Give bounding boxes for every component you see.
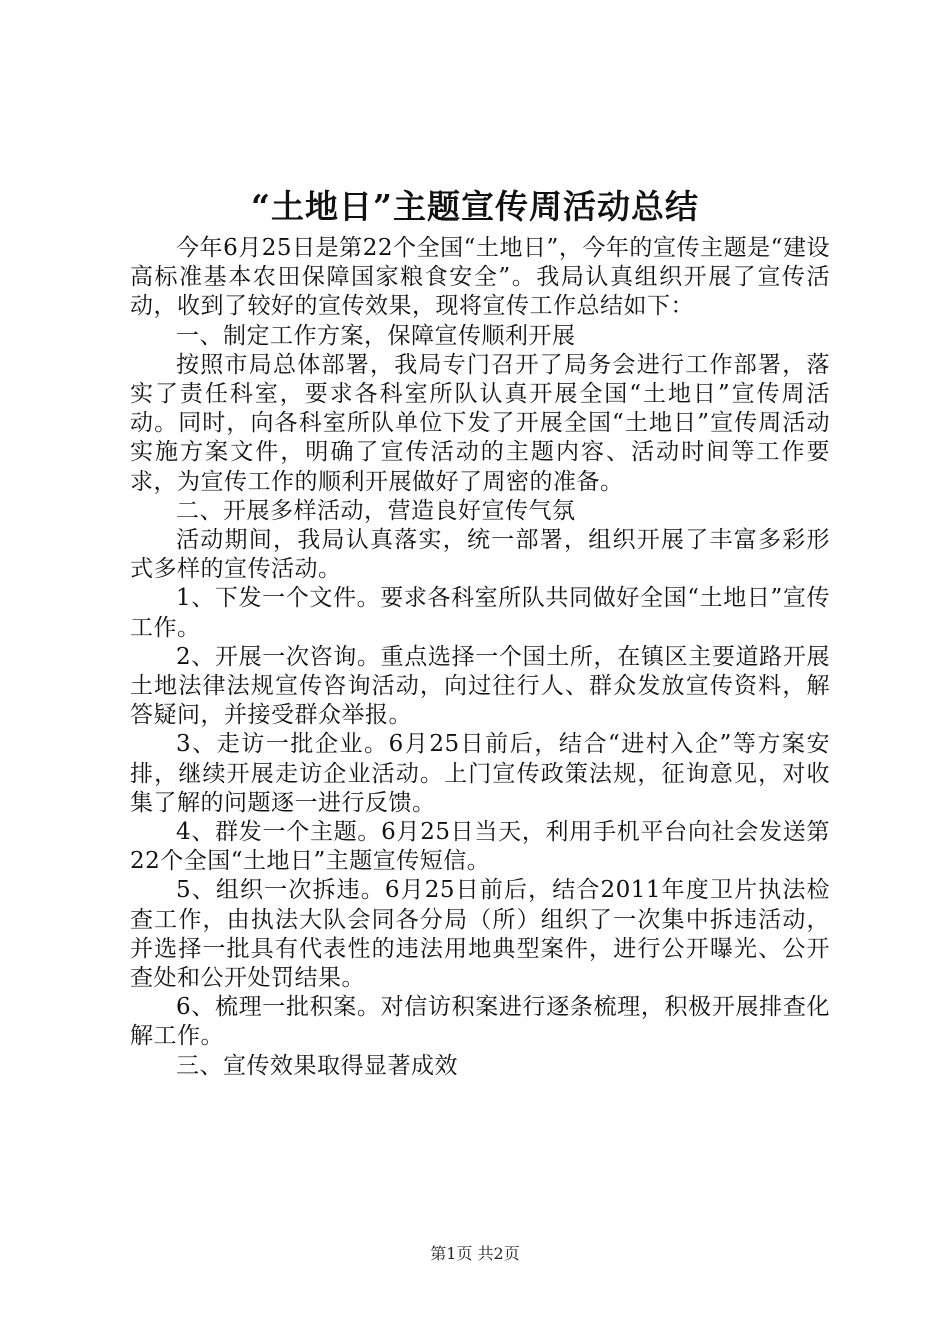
section-heading-1: 一、制定工作方案，保障宣传顺利开展 — [176, 322, 576, 349]
section-heading-2: 二、开展多样活动，营造良好宣传气氛 — [176, 497, 576, 524]
paragraph-section-1: 按照市局总体部署，我局专门召开了局务会进行工作部署，落实了责任科室，要求各科室所队认真开展全国“土地日”宣传周活动。同时，向各科室所队单位下发了开展全国“土地日”宣传周活动实施方案文件，明确了宣传活动的主题内容、活动时间等工作要求，为宣传工作的顺利开展做好了周密的准备。 — [130, 351, 830, 495]
paragraph-section-2: 活动期间，我局认真落实，统一部署，组织开展了丰富多彩形式多样的宣传活动。 — [130, 527, 830, 583]
list-item-2: 2、开展一次咨询。重点选择一个国土所，在镇区主要道路开展土地法律法规宣传咨询活动，向过往行人、群众发放宣传资料，解答疑问，并接受群众举报。 — [130, 643, 830, 729]
list-item-5: 5、组织一次拆违。6月25日前后，结合2011年度卫片执法检查工作，由执法大队会同各分局（所）组织了一次集中拆违活动，并选择一批具有代表性的违法用地典型案件，进行公开曝光、公开查处和公开处罚结果。 — [130, 877, 830, 992]
paragraph-intro: 今年6月25日是第22个全国“土地日”，今年的宣传主题是“建设高标准基本农田保障国家粮食安全”。我局认真组织开展了宣传活动，收到了较好的宣传效果，现将宣传工作总结如下： — [130, 235, 830, 320]
list-item-1: 1、下发一个文件。要求各科室所队共同做好全国“土地日”宣传工作。 — [130, 585, 830, 641]
document-body — [130, 234, 830, 1081]
list-item-3: 3、走访一批企业。6月25日前后，结合“进村入企”等方案安排，继续开展走访企业活动。上门宣传政策法规，征询意见，对收集了解的问题逐一进行反馈。 — [130, 731, 830, 816]
section-heading-3: 三、宣传效果取得显著成效 — [176, 1052, 458, 1079]
list-item-6: 6、梳理一批积案。对信访积案进行逐条梳理，积极开展排查化解工作。 — [130, 994, 830, 1050]
page-footer: 第1页 共2页 — [430, 1244, 520, 1263]
list-item-4: 4、群发一个主题。6月25日当天，利用手机平台向社会发送第22个全国“土地日”主题宣传短信。 — [130, 819, 830, 875]
document-title: “土地日”主题宣传周活动总结 — [251, 187, 699, 226]
